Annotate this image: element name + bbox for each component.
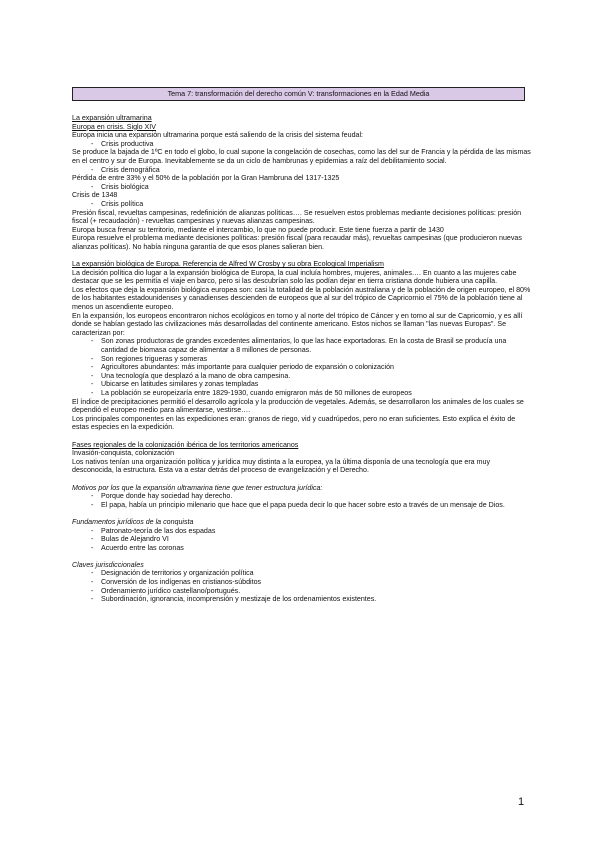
list-item: - Son zonas productoras de grandes excedentes alimentarios, lo que las hace exportadoras. En la costa de Brasil se producía una cantidad de biomasa capaz de alimentar a 8 millones de personas. xyxy=(72,337,532,354)
paragraph: Los nativos tenían una organización política y jurídica muy distinta a la europea, ya la última disponía de una tecnología que era muy desconocida, la estructura. Esta va a estar detrás del proceso de evangelización y el Derecho. xyxy=(72,457,491,475)
list-item: - Patronato-teoría de las dos espadas xyxy=(72,527,532,536)
sub-heading-crisis: Europa en crisis. Siglo XIV xyxy=(72,122,156,131)
list-item: - Crisis productiva xyxy=(72,140,532,149)
list-item: - Bulas de Alejandro VI xyxy=(72,535,532,544)
list-item: - Porque donde hay sociedad hay derecho. xyxy=(72,492,532,501)
section-heading-fases: Fases regionales de la colonización ibérica de los territorios americanos xyxy=(72,440,299,449)
list xyxy=(72,492,532,509)
list-item: - Conversión de los indígenas en cristianos-súbditos xyxy=(72,578,532,587)
list xyxy=(72,166,532,175)
list-item: - Ubicarse en latitudes similares y zonas templadas xyxy=(72,380,532,389)
paragraph: Europa inicia una expansión ultramarina porque está saliendo de la crisis del sistema feudal: xyxy=(72,131,364,140)
list-item: - Designación de territorios y organización política xyxy=(72,569,532,578)
paragraph: Invasión-conquista, colonización xyxy=(72,449,175,458)
paragraph: Crisis de 1348 xyxy=(72,191,118,200)
paragraph: En la expansión, los europeos encontraron nichos ecológicos en torno y al norte del trópico de Cáncer y en torno al sur de Capricornio, y es allí donde se habían gestado las civilizaciones más desarrolladas del continente americano. Estos nichos se llaman "las nuevas Europas". Se caracterizan por: xyxy=(72,311,523,337)
list xyxy=(72,200,532,209)
sub-heading-motivos: Motivos por los que la expansión ultramarina tiene que tener estructura jurídica: xyxy=(72,483,323,492)
list-item: - La población se europeizaría entre 1829-1930, cuando emigraron más de 50 millones de europeos xyxy=(72,389,532,398)
page-title-box xyxy=(72,87,525,101)
paragraph: La decisión política dio lugar a la expansión biológica de Europa, la cual incluía hombres, mujeres, animales…. En cuanto a las mujeres cabe destacar que se les permitía el viaje en barco, pero si las descubrían solo las podían dejar en tierra cristiana donde hubiera una capilla. xyxy=(72,268,517,286)
paragraph: El índice de precipitaciones permitió el desarrollo agrícola y la producción de vegetales. Además, se desarrollaron los animales de los cuales se dependió el europeo medio para alimentarse, vestirse…. xyxy=(72,397,524,415)
list-item: - El papa, había un principio milenario que hace que el papa pueda decir lo que hacer sobre esto a través de un mensaje de Dios. xyxy=(72,501,532,510)
paragraph: Europa busca frenar su territorio, mediante el intercambio, lo que no puede producir. Este tiene fuerza a partir de 1430 xyxy=(72,225,444,234)
paragraph: Pérdida de entre 33% y el 50% de la población por la Gran Hambruna del 1317-1325 xyxy=(72,174,340,183)
list-item: - Ordenamiento jurídico castellano/portugués. xyxy=(72,587,532,596)
page-title: Tema 7: transformación del derecho común V: transformaciones en la Edad Media xyxy=(167,89,430,98)
list xyxy=(72,183,532,192)
paragraph: Europa resuelve el problema mediante decisiones políticas: presión fiscal (para recaudar más), revueltas campesinas (que producieron nuevas alianzas políticas). No había ninguna garantía de que esos planes salieran bien. xyxy=(72,234,522,251)
list-item: - Crisis demográfica xyxy=(72,166,532,175)
list xyxy=(72,337,532,397)
section-heading-biologica: La expansión biológica de Europa. Referencia de Alfred W Crosby y su obra Ecological Imperialism xyxy=(72,260,384,269)
sub-heading-fundamentos: Fundamentos jurídicos de la conquista xyxy=(72,517,194,526)
list-item: - Son regiones trigueras y someras xyxy=(72,355,532,364)
list xyxy=(72,527,532,553)
document-body xyxy=(72,114,532,604)
list-item: - Crisis política xyxy=(72,200,532,209)
list-item: - Acuerdo entre las coronas xyxy=(72,544,532,553)
list-item: - Una tecnología que desplazó a la mano de obra campesina. xyxy=(72,372,532,381)
paragraph: Los efectos que deja la expansión biológica europea son: casi la totalidad de la población australiana y de la población de origen europeo, el 80% de los habitantes estadounidenses y canadienses descienden de europeos que al sur del trópico de Capricornio el 75% de la población tiene al menos un ascendiente europeo. xyxy=(72,285,531,312)
list-item: - Subordinación, ignorancia, incomprensión y mestizaje de los ordenamientos existentes. xyxy=(72,595,532,604)
paragraph: Se produce la bajada de 1ºC en todo el globo, lo cual supone la congelación de cosechas, como las del sur de Francia y la pérdida de las mismas en el centro y sur de Europa. Inevitablemente se da un ciclo de hambrunas y epidemias a raíz del debilitamiento social. xyxy=(72,148,531,165)
page-number: 1 xyxy=(518,796,525,808)
sub-heading-claves: Claves jurisdiccionales xyxy=(72,560,144,569)
paragraph: Los principales componentes en las expediciones eran: granos de riego, vid y cuadrúpedos, pero no eran suficientes. Esto explica el éxito de estas especies en la expedición. xyxy=(72,414,516,432)
list xyxy=(72,569,532,603)
paragraph: Presión fiscal, revueltas campesinas, redefinición de alianzas políticas…. Se resuelven estos problemas mediante decisiones políticas: presión fiscal (+ recaudación) - revueltas campesinas y nuevas alianzas campesinas. xyxy=(72,208,522,226)
list-item: - Agricultores abundantes: más importante para cualquier periodo de expansión o colonización xyxy=(72,363,532,372)
list xyxy=(72,140,532,149)
section-heading-expansion: La expansión ultramarina xyxy=(72,114,152,122)
list-item: - Crisis biológica xyxy=(72,183,532,192)
